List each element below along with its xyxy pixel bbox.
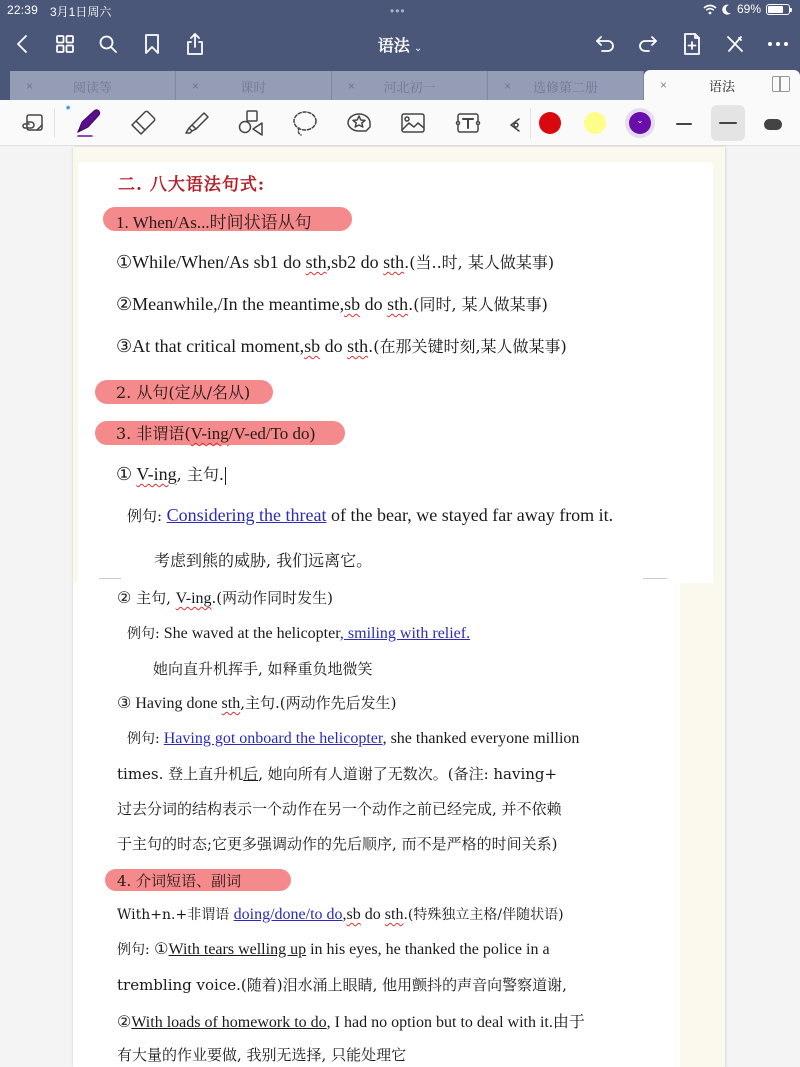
grid-icon: [55, 34, 75, 54]
stroke-medium-icon: [719, 122, 737, 124]
toolbar-divider: [54, 108, 55, 138]
item-number: ①: [154, 941, 169, 958]
back-button[interactable]: [8, 30, 36, 58]
bluetooth-icon: *: [66, 104, 71, 116]
close-icon[interactable]: ×: [347, 79, 355, 93]
tab-lessons[interactable]: [176, 71, 332, 101]
example-2: [127, 623, 470, 643]
top-bar: [0, 0, 800, 70]
color-swatch-red[interactable]: [539, 112, 561, 134]
split-view-icon[interactable]: [772, 76, 790, 92]
redo-icon: [637, 34, 659, 54]
spellcheck-word: sb: [344, 294, 361, 314]
example-3: [127, 728, 579, 748]
pattern-cn: .(在那关键时刻,某人做某事): [368, 337, 567, 356]
example-3-line2: [117, 763, 557, 784]
undo-icon: [594, 34, 616, 54]
undo-button[interactable]: [591, 30, 619, 58]
formula-4: [117, 904, 564, 924]
text-tool[interactable]: [453, 108, 483, 138]
back-icon: [15, 34, 29, 54]
pattern-en: At that critical moment,: [132, 336, 305, 356]
color-swatch-purple[interactable]: [629, 112, 651, 134]
thumbnails-button[interactable]: [51, 30, 79, 58]
spellcheck-word: sth: [383, 252, 405, 272]
example-3-line4: 于主句的时态;它更多强调动作的先后顺序, 而不是严格的时间关系): [117, 835, 558, 853]
pen-tool[interactable]: [72, 108, 102, 138]
status-time: 22:39: [7, 3, 39, 17]
text-cursor: [225, 467, 226, 485]
section-1-title: [116, 208, 312, 233]
example-rest: of the bear, we stayed far away from it.: [326, 505, 614, 525]
more-button[interactable]: [764, 30, 792, 58]
section-3-title: [116, 421, 315, 444]
redo-button[interactable]: [634, 30, 662, 58]
image-tool[interactable]: [398, 108, 428, 138]
bookmark-icon: [143, 33, 161, 55]
underlined-phrase: With loads of homework to do: [131, 1014, 327, 1031]
underlined-word: 后: [243, 765, 259, 783]
pattern-en: Meanwhile,/In the meantime,: [132, 294, 345, 314]
document-tabs: [0, 70, 800, 100]
translation-2: 她向直升机挥手, 如释重负地微笑: [153, 660, 373, 678]
pattern-mid: do: [320, 336, 348, 356]
close-icon[interactable]: ×: [503, 79, 511, 93]
spellcheck-word: V-ing: [136, 464, 177, 484]
image-icon: [399, 111, 427, 135]
close-icon[interactable]: ×: [660, 78, 668, 92]
pattern-rest: ,主句.(两动作先后发生): [240, 694, 397, 712]
tab-elective[interactable]: [488, 71, 644, 101]
shapes-tool[interactable]: [236, 108, 266, 138]
formula-mid2: do: [360, 906, 385, 923]
spellcheck-word: sth: [384, 906, 404, 923]
page[interactable]: [73, 147, 725, 1067]
more-tools-button[interactable]: [504, 108, 524, 138]
example-4-2: [117, 1009, 585, 1032]
bookmark-button[interactable]: [138, 30, 166, 58]
example-1: [127, 505, 613, 526]
title-suffix: /V-ed/To do): [228, 424, 316, 443]
example-3-line3: 过去分词的结构表示一个动作在另一个动作之前已经完成, 并不依赖: [117, 800, 562, 818]
sub-pattern-3: [117, 692, 396, 713]
pen-off-button[interactable]: [721, 30, 749, 58]
close-icon[interactable]: ×: [191, 79, 199, 93]
spellcheck-word: sb: [304, 336, 321, 356]
read-only-button[interactable]: [18, 108, 48, 138]
pattern-cn: .(当..时, 某人做某事): [404, 253, 555, 272]
item-number: ③: [117, 695, 132, 712]
pattern-pre: Having done: [131, 695, 222, 712]
crop-mark: [99, 578, 121, 579]
toolbar-divider: [530, 108, 531, 138]
tab-label: 阅读等: [72, 79, 112, 95]
lasso-tool[interactable]: [290, 108, 320, 138]
item-number: ②: [116, 294, 133, 314]
line-rest: , 她向所有人道谢了无数次。(备注: having+: [258, 765, 558, 783]
document-canvas[interactable]: [0, 147, 800, 1067]
example-4-1: [117, 939, 550, 959]
share-icon: [185, 32, 205, 56]
formula-mid: ,: [342, 906, 347, 923]
document-title-button[interactable]: [378, 38, 422, 55]
example-rest: , I had no option but to deal with it.由于: [326, 1014, 585, 1031]
example-rest: in his eyes, he thanked the police in a: [306, 941, 550, 958]
text-icon: [453, 111, 483, 135]
spellcheck-word: V-ing: [175, 590, 212, 607]
section-heading: 二. 八大语法句式:: [118, 175, 266, 195]
tab-reading[interactable]: [10, 71, 176, 101]
example-4-2-line2: 有大量的作业要做, 我别无选择, 只能处理它: [117, 1046, 407, 1064]
line-pre: times. 登上直升机: [117, 765, 244, 783]
pattern-1-2: [116, 292, 548, 315]
stroke-medium[interactable]: [711, 105, 745, 141]
multitasking-dots[interactable]: •••: [390, 4, 406, 18]
document-title-text: 语法: [377, 38, 410, 55]
pattern-en: While/When/As sb1 do: [132, 252, 306, 272]
item-number: ②: [117, 590, 132, 607]
pattern-rest: .(两动作同时发生): [211, 589, 333, 607]
pasted-image-bottom[interactable]: [73, 583, 680, 1067]
pasted-image-top[interactable]: [78, 162, 713, 583]
search-button[interactable]: [94, 30, 122, 58]
spellcheck-word: sth: [221, 695, 241, 712]
item-number: ①: [116, 464, 133, 484]
share-button[interactable]: [181, 30, 209, 58]
formula-rest: .(特殊独立主格/伴随状语): [403, 907, 564, 923]
highlighter-tool[interactable]: [182, 108, 212, 138]
lasso-icon: [291, 109, 319, 137]
pen-icon: [72, 108, 102, 138]
underlined-phrase: With tears welling up: [168, 941, 307, 958]
tab-label: 选修第二册: [532, 79, 598, 95]
example-label: 例句:: [127, 507, 163, 525]
eraser-icon: [128, 109, 158, 137]
highlighted-phrase: Considering the threat: [166, 505, 327, 525]
sticker-icon: [344, 110, 374, 136]
example-rest: , she thanked everyone million: [382, 730, 580, 747]
spellcheck-word: V-ing: [190, 424, 229, 443]
pattern-rest: , 主句.: [176, 465, 224, 484]
item-number: ①: [116, 252, 133, 272]
sticker-tool[interactable]: [344, 108, 374, 138]
more-tools-icon: [507, 113, 521, 133]
formula-pre: With+n.+非谓语: [117, 907, 234, 923]
spellcheck-word: sth: [305, 252, 327, 272]
section-1-title-text: 1. When/As...时间状语从句: [116, 213, 312, 232]
drawing-toolbar: [0, 100, 800, 146]
shapes-icon: [237, 109, 265, 137]
wifi-icon: [703, 4, 717, 15]
highlighted-phrase: doing/done/to do: [233, 906, 343, 923]
spellcheck-word: sth: [387, 294, 409, 314]
stroke-thin-icon: [676, 123, 692, 125]
eraser-tool[interactable]: [128, 108, 158, 138]
stroke-thick-icon: [764, 119, 782, 130]
highlighted-phrase: Having got onboard the helicopter: [163, 730, 383, 747]
pattern-cn: .(同时, 某人做某事): [408, 295, 548, 314]
stroke-thick[interactable]: [756, 110, 790, 138]
tab-hebei[interactable]: [332, 71, 488, 101]
pattern-pre: 主句,: [131, 589, 176, 607]
highlighted-phrase: , smiling with relief.: [339, 625, 471, 642]
tab-label: 河北初一: [383, 79, 436, 95]
highlighter-icon: [183, 109, 211, 137]
more-icon: [767, 41, 789, 47]
item-number: ②: [117, 1014, 132, 1031]
spellcheck-word: sth: [347, 336, 369, 356]
pen-off-icon: [725, 34, 745, 54]
pattern-1-3: [116, 334, 567, 357]
item-number: ③: [116, 336, 133, 356]
tab-label: 课时: [240, 79, 267, 95]
sub-pattern-2: [117, 587, 333, 608]
example-label: 例句:: [127, 626, 160, 642]
stroke-thin[interactable]: [667, 110, 701, 138]
read-only-icon: [21, 112, 45, 134]
pattern-mid: ,sb2 do: [326, 252, 384, 272]
status-date: 3月1日周六: [50, 5, 112, 19]
example-label: 例句:: [117, 942, 155, 958]
title-prefix: 3. 非谓语(: [116, 424, 191, 443]
pattern-1-1: [116, 250, 554, 273]
tab-label: 语法: [709, 78, 736, 94]
translation-1: 考虑到熊的威胁, 我们远离它。: [154, 551, 373, 570]
section-2-title: 2. 从句(定从/名从): [116, 383, 251, 402]
battery-icon: [766, 4, 790, 15]
crop-mark: [643, 578, 667, 579]
status-indicators: [703, 2, 790, 16]
example-4-1-line2: trembling voice.(随着)泪水涌上眼睛, 他用颤抖的声音向警察道谢,: [117, 976, 567, 994]
example-label: 例句:: [127, 731, 160, 747]
moon-icon: [722, 4, 732, 15]
spellcheck-word: sb: [346, 906, 361, 923]
example-pre: She waved at the helicopter: [159, 625, 340, 642]
color-swatch-yellow[interactable]: [584, 112, 606, 134]
add-page-button[interactable]: [678, 30, 706, 58]
search-icon: [98, 34, 118, 54]
pattern-mid: do: [360, 294, 388, 314]
add-page-icon: [682, 32, 702, 56]
section-4-title: 4. 介词短语、副词: [117, 872, 242, 890]
chevron-down-icon: ⌄: [636, 116, 644, 125]
close-icon[interactable]: ×: [26, 79, 34, 93]
sub-pattern-1: [116, 462, 226, 485]
chevron-down-icon: ⌄: [413, 43, 423, 54]
battery-percent: 69%: [736, 2, 761, 16]
